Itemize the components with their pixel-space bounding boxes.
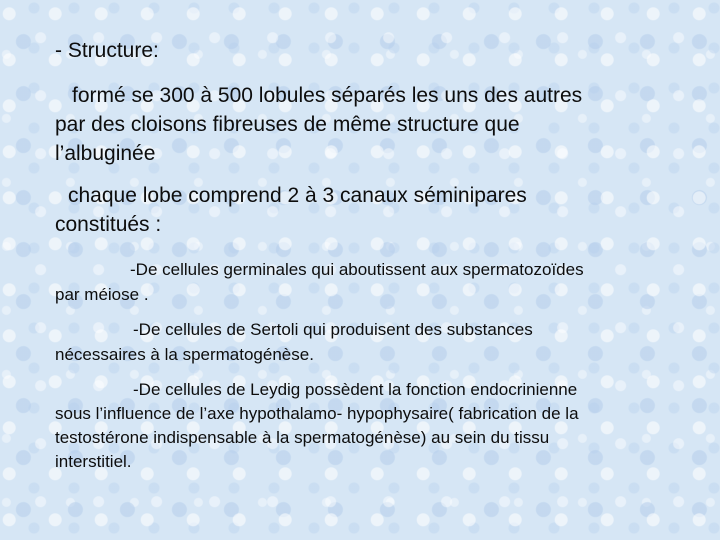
bullet-leydig-line-4: interstitiel.: [55, 452, 132, 471]
paragraph-1-line-3: l’albuginée: [55, 142, 156, 165]
bullet-leydig-line-3: testostérone indispensable à la spermatogénèse) au sein du tissu: [55, 428, 550, 447]
heading: - Structure:: [55, 39, 159, 62]
paragraph-1-line-1: formé se 300 à 500 lobules séparés les uns des autres: [72, 84, 583, 107]
bullet-sertoli-line-1: -De cellules de Sertoli qui produisent des substances: [133, 320, 533, 339]
bullet-germinales-line-1: -De cellules germinales qui aboutissent aux spermatozoïdes: [130, 260, 584, 279]
paragraph-2-line-1: chaque lobe comprend 2 à 3 canaux séminipares: [68, 184, 527, 207]
bullet-sertoli-line-2: nécessaires à la spermatogénèse.: [55, 345, 314, 364]
bullet-leydig-line-2: sous l’influence de l’axe hypothalamo- hypophysaire( fabrication de la: [55, 404, 579, 423]
paragraph-2-line-2: constitués :: [55, 213, 162, 236]
bullet-germinales-line-2: par méiose .: [55, 285, 149, 304]
paragraph-1-line-2: par des cloisons fibreuses de même structure que: [55, 113, 520, 136]
bullet-leydig-line-1: -De cellules de Leydig possèdent la fonction endocrinienne: [133, 380, 578, 399]
